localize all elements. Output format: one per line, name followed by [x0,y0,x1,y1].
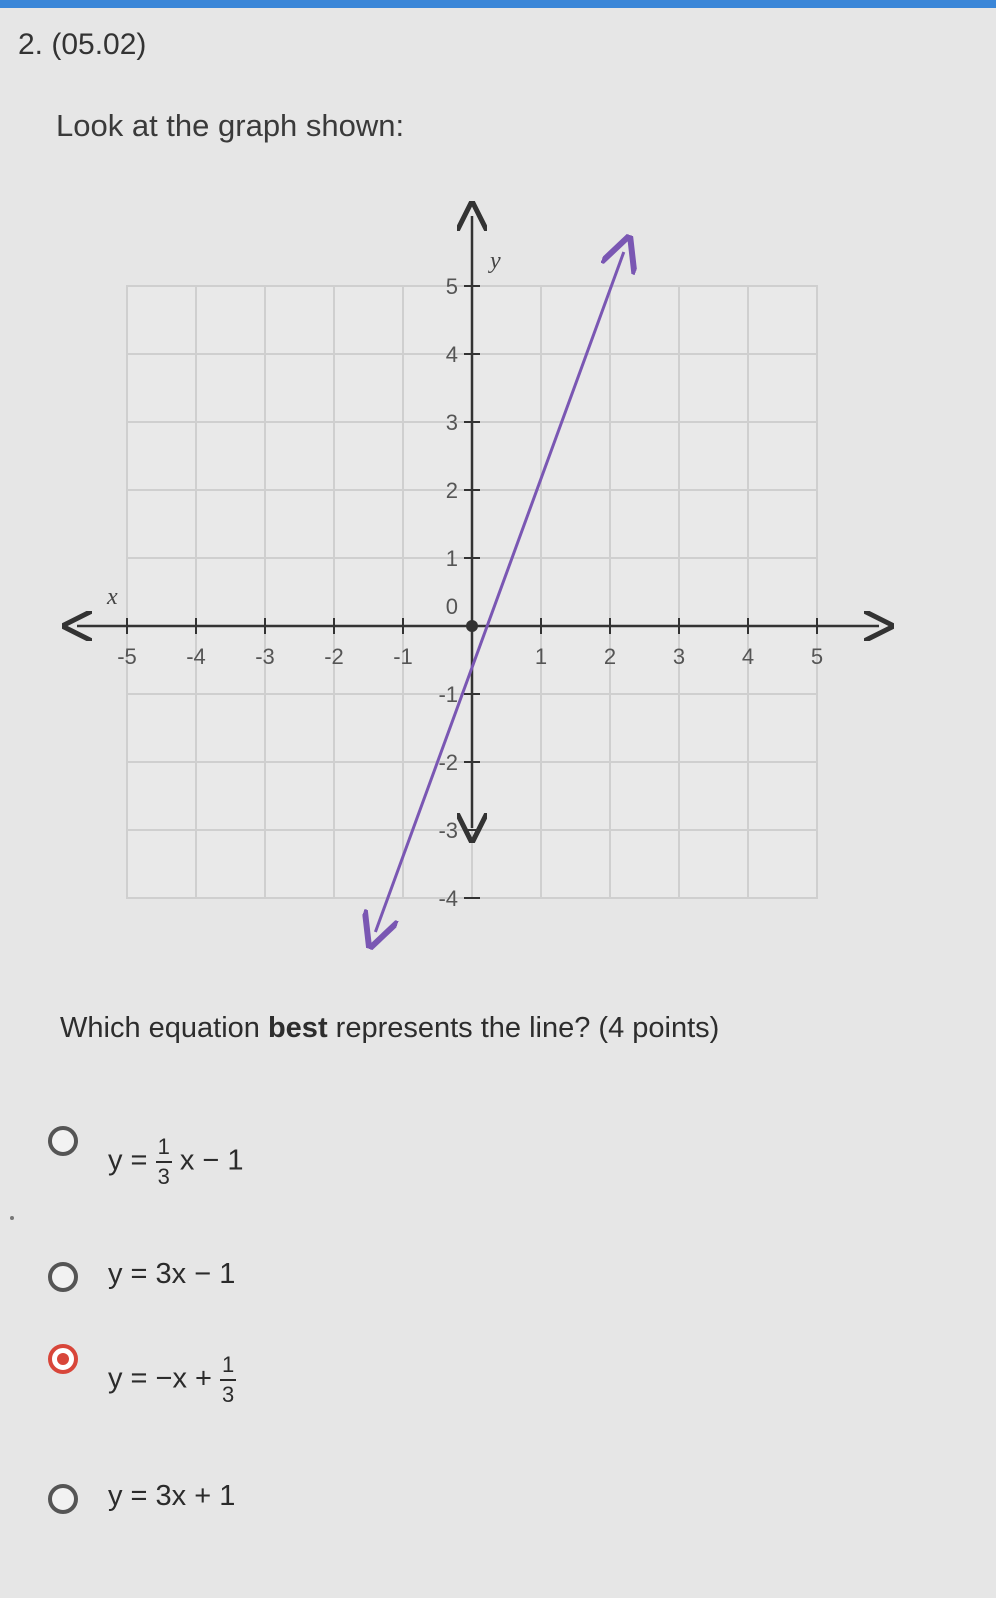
fraction-denominator: 3 [157,1164,170,1189]
y-tick-label: 4 [445,342,458,367]
radio-c-selected[interactable] [48,1344,78,1374]
x-tick-label: 2 [603,644,617,669]
fraction-numerator: 1 [156,1136,172,1163]
option-a-equation [108,1136,244,1188]
option-c-text-1: y = −x + [108,1362,221,1395]
option-c-equation [108,1354,236,1406]
question-prompt: Look at the graph shown: [56,108,405,143]
fraction-denominator: 3 [222,1382,235,1407]
y-tick-label: 1 [445,546,458,571]
y-tick-label: 5 [445,274,458,299]
option-a-text-1: y = [108,1144,156,1177]
question-text [60,1012,719,1045]
y-tick-label: 3 [445,410,458,435]
x-tick-label: 4 [741,644,755,669]
y-tick-label: -1 [438,682,458,707]
x-tick-label: -1 [393,644,413,669]
question-text-pre: Which equation [60,1012,268,1044]
x-tick-label: 1 [534,644,548,669]
y-tick-label: -2 [438,750,458,775]
top-bar [0,0,996,8]
fraction-numerator: 1 [220,1354,236,1381]
data-point [466,620,478,632]
x-tick-label: -4 [186,644,206,669]
fraction [156,1136,172,1188]
origin-label: 0 [445,594,458,619]
y-tick-label: 2 [445,478,458,503]
coordinate-graph [50,190,910,980]
radio-d[interactable] [48,1484,78,1514]
fraction [220,1354,236,1406]
option-d-equation: y = 3x + 1 [108,1480,236,1512]
option-a-text-2: x − 1 [179,1144,244,1177]
question-text-bold: best [267,1012,328,1044]
x-axis-label: x [107,584,118,610]
x-tick-label: 3 [672,644,686,669]
x-tick-label: -3 [255,644,275,669]
stray-dot [10,1216,14,1220]
x-tick-label: -5 [117,644,137,669]
question-text-post: represents the line? (4 points) [327,1012,720,1044]
x-tick-label: 5 [810,644,824,669]
radio-b[interactable] [48,1262,78,1292]
x-tick-label: -2 [324,644,344,669]
y-tick-label: -4 [438,886,458,911]
y-tick-label: -3 [438,818,458,843]
radio-a[interactable] [48,1126,78,1156]
y-axis-label: y [490,248,501,274]
option-b-equation: y = 3x − 1 [108,1258,236,1290]
question-number: 2. (05.02) [18,28,147,61]
